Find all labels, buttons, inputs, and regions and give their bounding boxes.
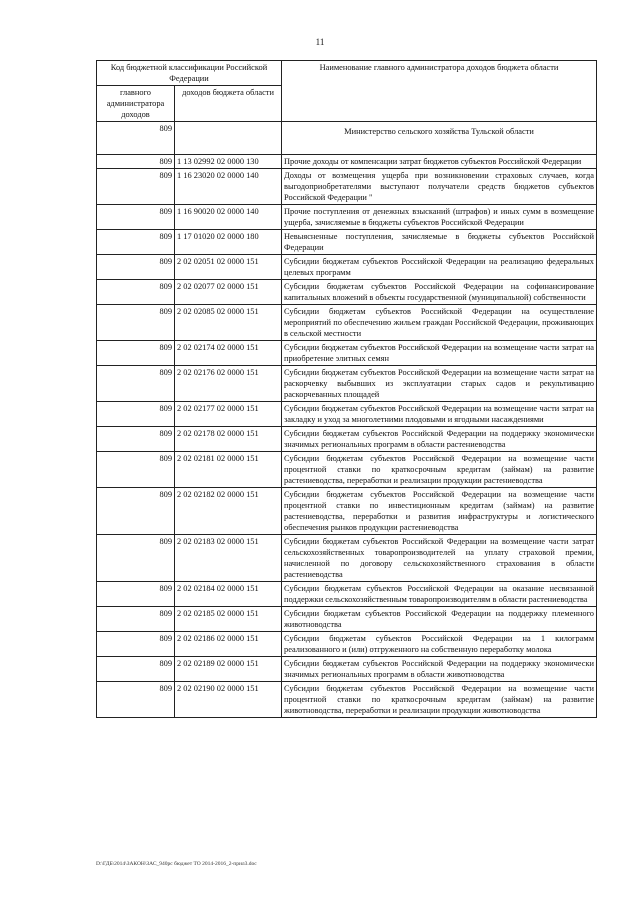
revenue-name-cell: Прочие доходы от компенсации затрат бюджетов субъектов Российской Федерации	[282, 155, 597, 169]
revenue-name-cell: Субсидии бюджетам субъектов Российской Федерации на возмещение части затрат на приобретение элитных семян	[282, 341, 597, 366]
ministry-code: 809	[97, 122, 175, 155]
table-row	[97, 582, 597, 607]
admin-code-cell: 809	[97, 255, 175, 280]
admin-code-cell: 809	[97, 488, 175, 535]
revenue-column-header: доходов бюджета области	[175, 86, 282, 122]
revenue-code-cell: 2 02 02051 02 0000 151	[175, 255, 282, 280]
admin-code-cell: 809	[97, 169, 175, 205]
admin-code-cell: 809	[97, 452, 175, 488]
footer-file-path: D:\ГДБ\2014\ЗАКОН\ЗАС_940рс бюджет ТО 2014-2016_2-прил3.doc	[96, 861, 257, 867]
admin-code-cell: 809	[97, 582, 175, 607]
admin-code-cell: 809	[97, 657, 175, 682]
ministry-empty-cell	[175, 122, 282, 155]
admin-code-cell: 809	[97, 682, 175, 718]
admin-code-cell: 809	[97, 230, 175, 255]
table-body	[97, 122, 597, 718]
table-row	[97, 427, 597, 452]
table-row	[97, 280, 597, 305]
table-row	[97, 607, 597, 632]
revenue-name-cell: Субсидии бюджетам субъектов Российской Федерации на оказание несвязанной поддержки сельскохозяйственным товаропроизводителям в области растениеводства	[282, 582, 597, 607]
admin-code-cell: 809	[97, 535, 175, 582]
ministry-name: Министерство сельского хозяйства Тульской области	[282, 122, 597, 155]
revenue-name-cell: Субсидии бюджетам субъектов Российской Федерации на поддержку экономически значимых региональных программ в области растениеводства	[282, 427, 597, 452]
revenue-name-cell: Доходы от возмещения ущерба при возникновении страховых случаев, когда выгодоприобретателями выступают получатели средств бюджетов субъектов Российской Федерации "	[282, 169, 597, 205]
revenue-code-cell: 2 02 02186 02 0000 151	[175, 632, 282, 657]
revenue-code-cell: 2 02 02085 02 0000 151	[175, 305, 282, 341]
revenue-name-cell: Субсидии бюджетам субъектов Российской Федерации на возмещение части затрат сельскохозяйственных товаропроизводителей на уплату страховой премии, начисленной по договору сельскохозяйственного страхования в области растениеводства	[282, 535, 597, 582]
revenue-code-cell: 1 16 90020 02 0000 140	[175, 205, 282, 230]
header-row-group	[97, 61, 597, 86]
table-row	[97, 255, 597, 280]
table-row	[97, 366, 597, 402]
revenue-name-cell: Субсидии бюджетам субъектов Российской Федерации на осуществление мероприятий по обеспечению жильем граждан Российской Федерации, проживающих в сельской местности	[282, 305, 597, 341]
revenue-code-cell: 1 17 01020 02 0000 180	[175, 230, 282, 255]
name-column-header: Наименование главного администратора доходов бюджета области	[282, 61, 597, 122]
revenue-name-cell: Субсидии бюджетам субъектов Российской Федерации на 1 килограмм реализованного и (или) отгруженного на собственную переработку молока	[282, 632, 597, 657]
table-row	[97, 632, 597, 657]
table-row	[97, 305, 597, 341]
revenue-code-cell: 2 02 02189 02 0000 151	[175, 657, 282, 682]
budget-classification-table	[96, 60, 597, 718]
revenue-name-cell: Субсидии бюджетам субъектов Российской Федерации на возмещение части процентной ставки по краткосрочным кредитам (займам) на развитие животноводства, переработки и реализации продукции животноводства	[282, 682, 597, 718]
table-row	[97, 205, 597, 230]
admin-code-cell: 809	[97, 632, 175, 657]
admin-code-cell: 809	[97, 280, 175, 305]
table-row	[97, 169, 597, 205]
admin-code-cell: 809	[97, 305, 175, 341]
ministry-row	[97, 122, 597, 155]
admin-code-cell: 809	[97, 402, 175, 427]
table-row	[97, 488, 597, 535]
admin-code-cell: 809	[97, 205, 175, 230]
table-row	[97, 402, 597, 427]
table-row	[97, 341, 597, 366]
revenue-code-cell: 1 13 02992 02 0000 130	[175, 155, 282, 169]
revenue-name-cell: Субсидии бюджетам субъектов Российской Федерации на поддержку племенного животноводства	[282, 607, 597, 632]
admin-code-cell: 809	[97, 427, 175, 452]
revenue-name-cell: Субсидии бюджетам субъектов Российской Федерации на реализацию федеральных целевых программ	[282, 255, 597, 280]
table-row	[97, 535, 597, 582]
revenue-code-cell: 2 02 02183 02 0000 151	[175, 535, 282, 582]
table-row	[97, 230, 597, 255]
revenue-name-cell: Прочие поступления от денежных взысканий (штрафов) и иных сумм в возмещение ущерба, зачисляемые в бюджеты субъектов Российской Федерации	[282, 205, 597, 230]
table-row	[97, 155, 597, 169]
admin-code-cell: 809	[97, 341, 175, 366]
revenue-code-cell: 2 02 02176 02 0000 151	[175, 366, 282, 402]
revenue-name-cell: Невыясненные поступления, зачисляемые в бюджеты субъектов Российской Федерации	[282, 230, 597, 255]
admin-code-cell: 809	[97, 607, 175, 632]
revenue-code-cell: 1 16 23020 02 0000 140	[175, 169, 282, 205]
admin-code-cell: 809	[97, 366, 175, 402]
revenue-code-cell: 2 02 02182 02 0000 151	[175, 488, 282, 535]
revenue-name-cell: Субсидии бюджетам субъектов Российской Федерации на возмещение части затрат на раскорчевку выбывших из эксплуатации старых садов и рекультивацию раскорчеванных площадей	[282, 366, 597, 402]
revenue-code-cell: 2 02 02077 02 0000 151	[175, 280, 282, 305]
admin-column-header: главного администратора доходов	[97, 86, 175, 122]
table-row	[97, 682, 597, 718]
revenue-code-cell: 2 02 02185 02 0000 151	[175, 607, 282, 632]
revenue-code-cell: 2 02 02174 02 0000 151	[175, 341, 282, 366]
revenue-name-cell: Субсидии бюджетам субъектов Российской Федерации на возмещение части процентной ставки по краткосрочным кредитам (займам) на развитие растениеводства, переработки и реализации продукции растениеводства	[282, 452, 597, 488]
revenue-code-cell: 2 02 02181 02 0000 151	[175, 452, 282, 488]
revenue-code-cell: 2 02 02184 02 0000 151	[175, 582, 282, 607]
page-number: 11	[315, 37, 325, 47]
table-row	[97, 452, 597, 488]
revenue-name-cell: Субсидии бюджетам субъектов Российской Федерации на поддержку экономически значимых региональных программ в области животноводства	[282, 657, 597, 682]
code-group-header: Код бюджетной классификации Российской Федерации	[97, 61, 282, 86]
revenue-name-cell: Субсидии бюджетам субъектов Российской Федерации на софинансирование капитальных вложений в объекты государственной (муниципальной) собственности	[282, 280, 597, 305]
revenue-code-cell: 2 02 02178 02 0000 151	[175, 427, 282, 452]
revenue-name-cell: Субсидии бюджетам субъектов Российской Федерации на возмещение части затрат на закладку и уход за многолетними плодовыми и ягодными насаждениями	[282, 402, 597, 427]
table-row	[97, 657, 597, 682]
admin-code-cell: 809	[97, 155, 175, 169]
revenue-code-cell: 2 02 02190 02 0000 151	[175, 682, 282, 718]
revenue-name-cell: Субсидии бюджетам субъектов Российской Федерации на возмещение части процентной ставки по инвестиционным кредитам (займам) на развитие растениеводства, переработки и развития инфраструктуры и логистического обеспечения рынков продукции растениеводства	[282, 488, 597, 535]
revenue-code-cell: 2 02 02177 02 0000 151	[175, 402, 282, 427]
